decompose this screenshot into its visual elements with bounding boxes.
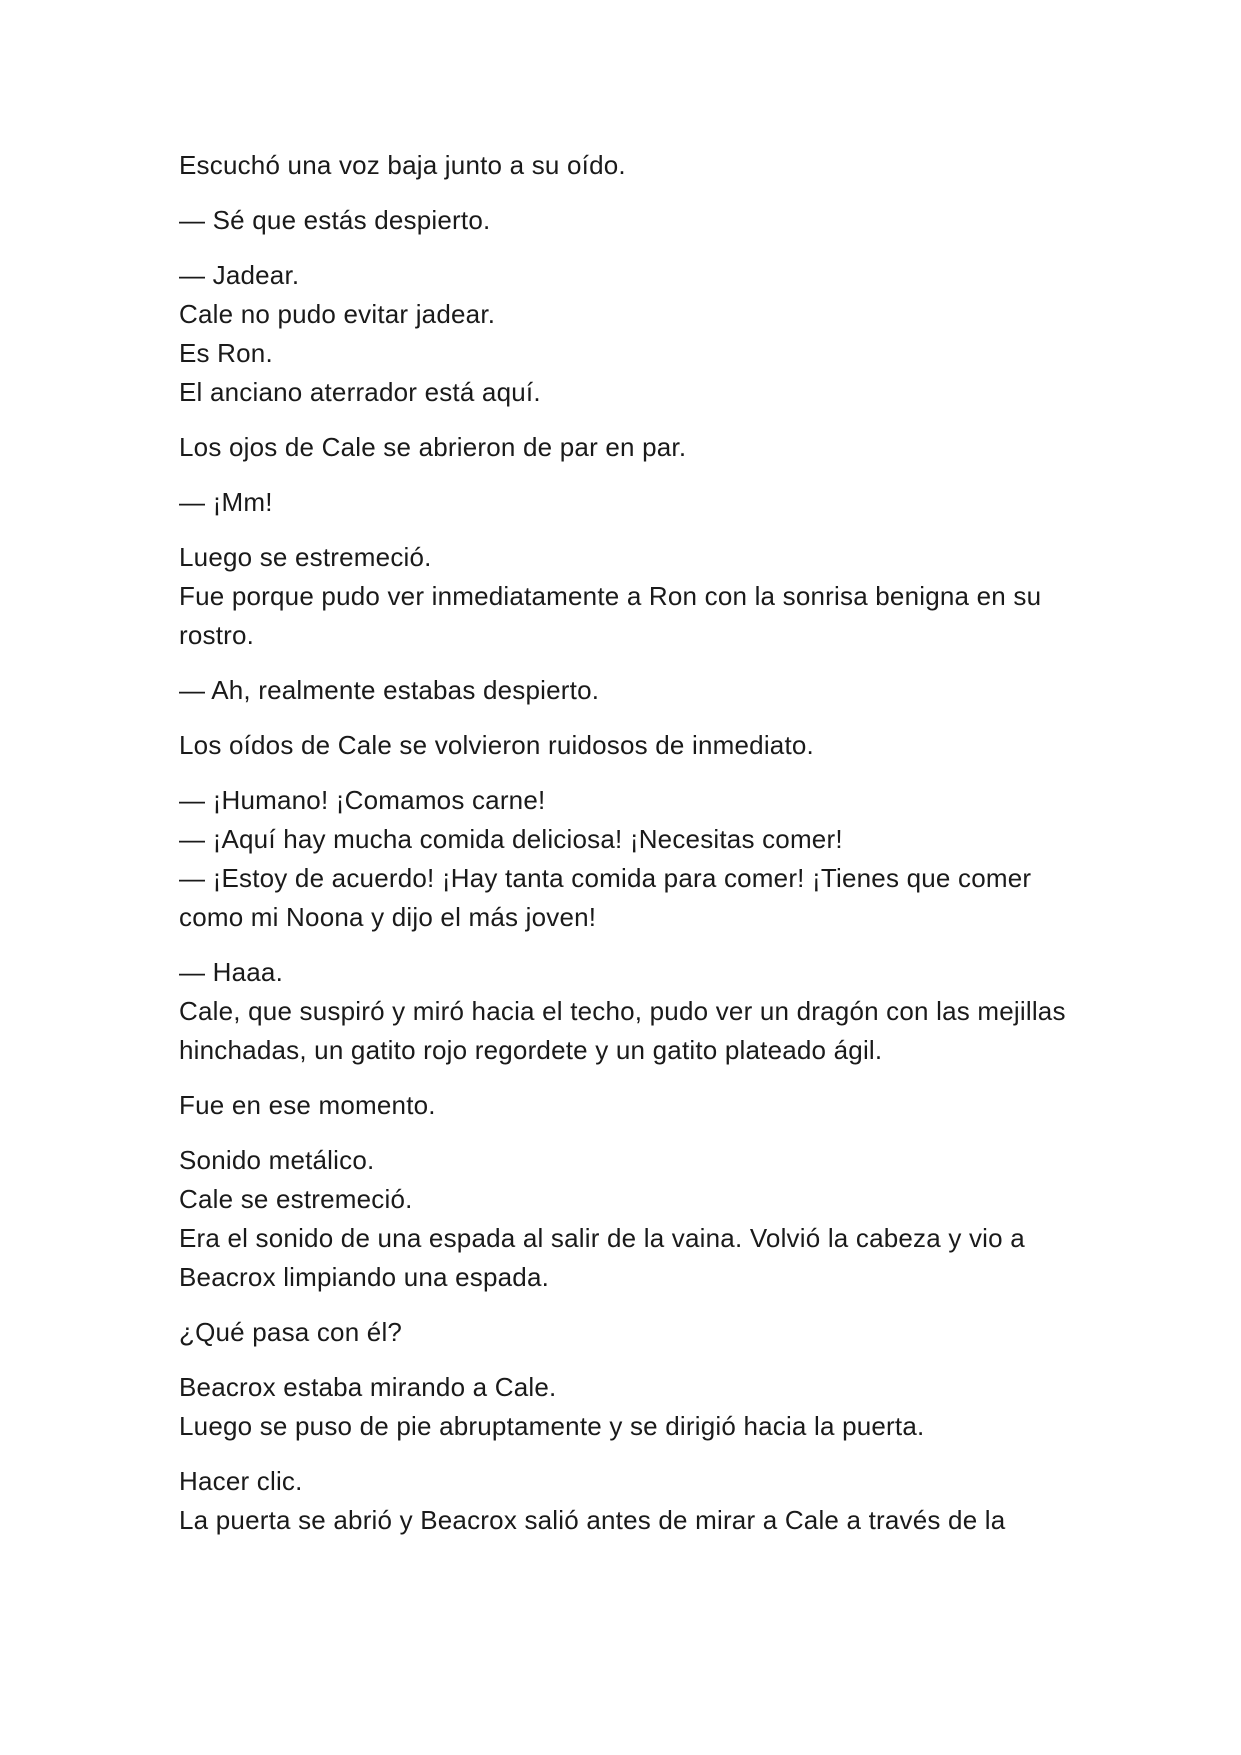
paragraph — [179, 256, 1079, 412]
paragraph — [179, 1368, 1079, 1446]
paragraph — [179, 953, 1079, 1070]
paragraph — [179, 1141, 1079, 1297]
paragraph — [179, 781, 1079, 937]
text-line: — ¡Mm! — [179, 487, 273, 517]
text-line: Es Ron. — [179, 338, 273, 368]
paragraph — [179, 538, 1079, 655]
text-line: Cale se estremeció. — [179, 1184, 413, 1214]
text-line: Era el sonido de una espada al salir de la vaina. Volvió la cabeza y vio a — [179, 1223, 1025, 1253]
text-line: hinchadas, un gatito rojo regordete y un gatito plateado ágil. — [179, 1035, 883, 1065]
text-line: El anciano aterrador está aquí. — [179, 377, 541, 407]
paragraph — [179, 201, 1079, 240]
text-line: Cale, que suspiró y miró hacia el techo, pudo ver un dragón con las mejillas — [179, 996, 1066, 1026]
paragraph — [179, 483, 1079, 522]
text-line: Beacrox estaba mirando a Cale. — [179, 1372, 557, 1402]
paragraph — [179, 1462, 1079, 1540]
text-line: — ¡Humano! ¡Comamos carne! — [179, 785, 546, 815]
paragraph — [179, 671, 1079, 710]
text-line: — ¡Aquí hay mucha comida deliciosa! ¡Necesitas comer! — [179, 824, 843, 854]
text-line: Sonido metálico. — [179, 1145, 375, 1175]
paragraph — [179, 726, 1079, 765]
text-line: como mi Noona y dijo el más joven! — [179, 902, 597, 932]
text-line: — Haaa. — [179, 957, 284, 987]
text-line: rostro. — [179, 620, 255, 650]
text-line: Fue en ese momento. — [179, 1090, 436, 1120]
paragraph — [179, 1313, 1079, 1352]
text-line: ¿Qué pasa con él? — [179, 1317, 403, 1347]
text-line: Luego se estremeció. — [179, 542, 432, 572]
text-line: Hacer clic. — [179, 1466, 303, 1496]
text-line: Los ojos de Cale se abrieron de par en par. — [179, 432, 687, 462]
text-line: — Jadear. — [179, 260, 300, 290]
text-line: La puerta se abrió y Beacrox salió antes de mirar a Cale a través de la — [179, 1505, 1006, 1535]
text-line: — Ah, realmente estabas despierto. — [179, 675, 600, 705]
document-body — [179, 146, 1079, 1556]
paragraph — [179, 1086, 1079, 1125]
text-line: Beacrox limpiando una espada. — [179, 1262, 550, 1292]
text-line: Luego se puso de pie abruptamente y se dirigió hacia la puerta. — [179, 1411, 925, 1441]
text-line: Escuchó una voz baja junto a su oído. — [179, 150, 626, 180]
text-line: — ¡Estoy de acuerdo! ¡Hay tanta comida para comer! ¡Tienes que comer — [179, 863, 1032, 893]
paragraph — [179, 428, 1079, 467]
text-line: — Sé que estás despierto. — [179, 205, 491, 235]
text-line: Cale no pudo evitar jadear. — [179, 299, 496, 329]
paragraph — [179, 146, 1079, 185]
text-line: Los oídos de Cale se volvieron ruidosos de inmediato. — [179, 730, 814, 760]
text-line: Fue porque pudo ver inmediatamente a Ron con la sonrisa benigna en su — [179, 581, 1042, 611]
